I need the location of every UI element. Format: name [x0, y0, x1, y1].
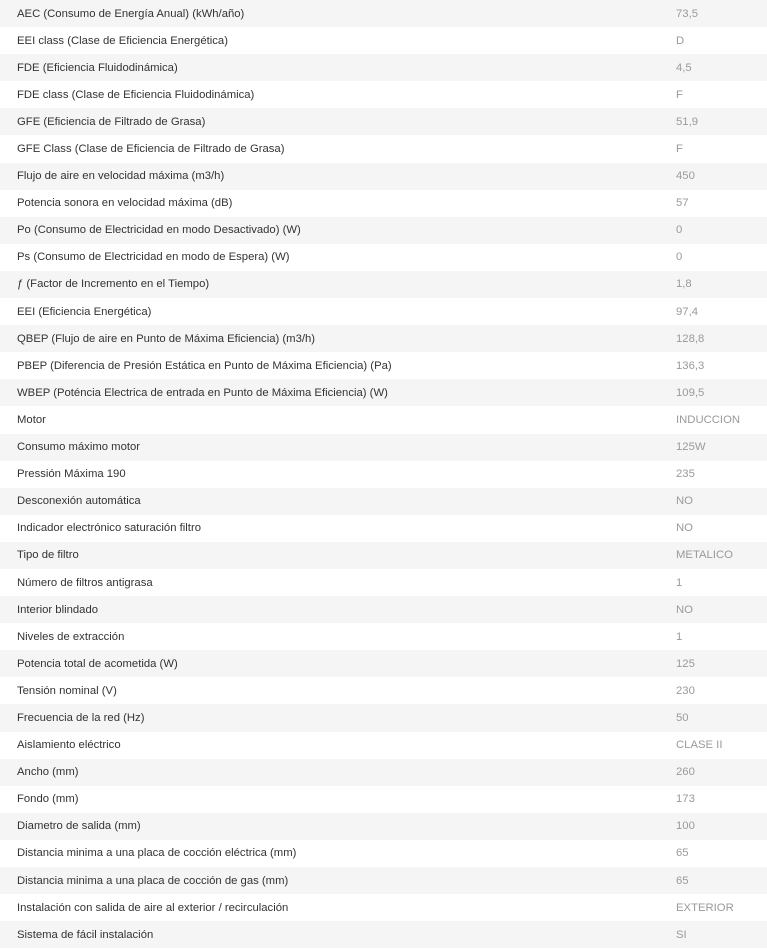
spec-label: Consumo máximo motor: [17, 441, 141, 454]
spec-value: 136,3: [676, 359, 705, 372]
spec-label: Motor: [17, 413, 46, 426]
spec-row: [0, 0, 767, 27]
spec-value: 1,8: [676, 278, 692, 291]
spec-row: [0, 108, 767, 135]
spec-value: 109,5: [676, 386, 705, 399]
spec-row: [0, 596, 767, 623]
spec-label: QBEP (Flujo de aire en Punto de Máxima Eficiencia) (m3/h): [17, 332, 316, 345]
spec-label: EEI class (Clase de Eficiencia Energética): [17, 34, 228, 47]
spec-row: [0, 163, 767, 190]
spec-label: Ps (Consumo de Electricidad en modo de Espera) (W): [17, 251, 290, 264]
spec-label: GFE (Eficiencia de Filtrado de Grasa): [17, 115, 206, 128]
spec-value: 260: [676, 766, 695, 779]
spec-value: METALICO: [676, 549, 733, 562]
spec-row: [0, 325, 767, 352]
spec-value: F: [676, 88, 683, 101]
spec-value: NO: [676, 603, 693, 616]
spec-label: Frecuencia de la red (Hz): [17, 711, 145, 724]
spec-row: [0, 650, 767, 677]
spec-row: [0, 81, 767, 108]
spec-value: 65: [676, 847, 689, 860]
spec-value: 230: [676, 684, 695, 697]
spec-value: SI: [676, 928, 687, 941]
spec-label: Instalación con salida de aire al exterior / recirculación: [17, 901, 289, 914]
spec-value: 57: [676, 197, 689, 210]
spec-label: Fondo (mm): [17, 793, 79, 806]
spec-row: [0, 271, 767, 298]
spec-row: [0, 786, 767, 813]
spec-row: [0, 406, 767, 433]
spec-row: [0, 27, 767, 54]
spec-value: 50: [676, 711, 689, 724]
spec-value: 0: [676, 224, 683, 237]
spec-value: 0: [676, 251, 683, 264]
spec-row: [0, 921, 767, 948]
spec-value: 65: [676, 874, 689, 887]
spec-value: 1: [676, 630, 683, 643]
spec-value: CLASE II: [676, 739, 723, 752]
spec-row: [0, 732, 767, 759]
spec-value: 51,9: [676, 115, 698, 128]
spec-label: Distancia minima a una placa de cocción eléctrica (mm): [17, 847, 297, 860]
spec-value: 97,4: [676, 305, 698, 318]
spec-value: F: [676, 143, 683, 156]
spec-label: Indicador electrónico saturación filtro: [17, 522, 201, 535]
spec-value: EXTERIOR: [676, 901, 734, 914]
spec-row: [0, 461, 767, 488]
spec-label: Diametro de salida (mm): [17, 820, 141, 833]
spec-value: 173: [676, 793, 695, 806]
spec-row: [0, 623, 767, 650]
spec-label: Tipo de filtro: [17, 549, 79, 562]
spec-label: Interior blindado: [17, 603, 99, 616]
spec-row: [0, 813, 767, 840]
spec-value: D: [676, 34, 685, 47]
spec-value: NO: [676, 522, 693, 535]
spec-label: FDE class (Clase de Eficiencia Fluidodinámica): [17, 88, 255, 101]
spec-label: Potencia total de acometida (W): [17, 657, 178, 670]
spec-row: [0, 704, 767, 731]
spec-value: 4,5: [676, 61, 692, 74]
spec-value: 450: [676, 170, 695, 183]
spec-value: 1: [676, 576, 683, 589]
spec-label: GFE Class (Clase de Eficiencia de Filtrado de Grasa): [17, 143, 285, 156]
spec-row: [0, 515, 767, 542]
spec-row: [0, 54, 767, 81]
spec-row: [0, 488, 767, 515]
spec-label: Desconexión automática: [17, 495, 141, 508]
spec-label: Aislamiento eléctrico: [17, 739, 121, 752]
spec-row: [0, 217, 767, 244]
spec-label: FDE (Eficiencia Fluidodinámica): [17, 61, 178, 74]
spec-label: Potencia sonora en velocidad máxima (dB): [17, 197, 233, 210]
spec-value: 128,8: [676, 332, 705, 345]
spec-label: PBEP (Diferencia de Presión Estática en Punto de Máxima Eficiencia) (Pa): [17, 359, 392, 372]
spec-label: AEC (Consumo de Energía Anual) (kWh/año): [17, 7, 245, 20]
spec-label: EEI (Eficiencia Energética): [17, 305, 152, 318]
spec-row: [0, 352, 767, 379]
spec-row: [0, 135, 767, 162]
spec-row: [0, 867, 767, 894]
spec-label: Po (Consumo de Electricidad en modo Desactivado) (W): [17, 224, 301, 237]
spec-label: Ancho (mm): [17, 766, 79, 779]
spec-row: [0, 840, 767, 867]
spec-row: [0, 677, 767, 704]
spec-row: [0, 569, 767, 596]
spec-label: Número de filtros antigrasa: [17, 576, 153, 589]
spec-value: 125: [676, 657, 695, 670]
spec-value: 100: [676, 820, 695, 833]
spec-row: [0, 759, 767, 786]
spec-row: [0, 894, 767, 921]
spec-value: INDUCCION: [676, 413, 741, 426]
spec-row: [0, 379, 767, 406]
spec-value: 235: [676, 468, 695, 481]
spec-row: [0, 542, 767, 569]
spec-label: Niveles de extracción: [17, 630, 125, 643]
spec-label: Tensión nominal (V): [17, 684, 117, 697]
spec-row: [0, 190, 767, 217]
spec-row: [0, 298, 767, 325]
spec-value: 125W: [676, 441, 706, 454]
spec-label: Distancia minima a una placa de cocción de gas (mm): [17, 874, 289, 887]
spec-label: Sistema de fácil instalación: [17, 928, 154, 941]
spec-value: 73,5: [676, 7, 698, 20]
spec-label: WBEP (Poténcia Electrica de entrada en Punto de Máxima Eficiencia) (W): [17, 386, 388, 399]
spec-label: ƒ (Factor de Incremento en el Tiempo): [17, 278, 210, 291]
spec-row: [0, 244, 767, 271]
spec-value: NO: [676, 495, 693, 508]
spec-label: Pressión Máxima 190: [17, 468, 126, 481]
spec-row: [0, 434, 767, 461]
spec-label: Flujo de aire en velocidad máxima (m3/h): [17, 170, 225, 183]
